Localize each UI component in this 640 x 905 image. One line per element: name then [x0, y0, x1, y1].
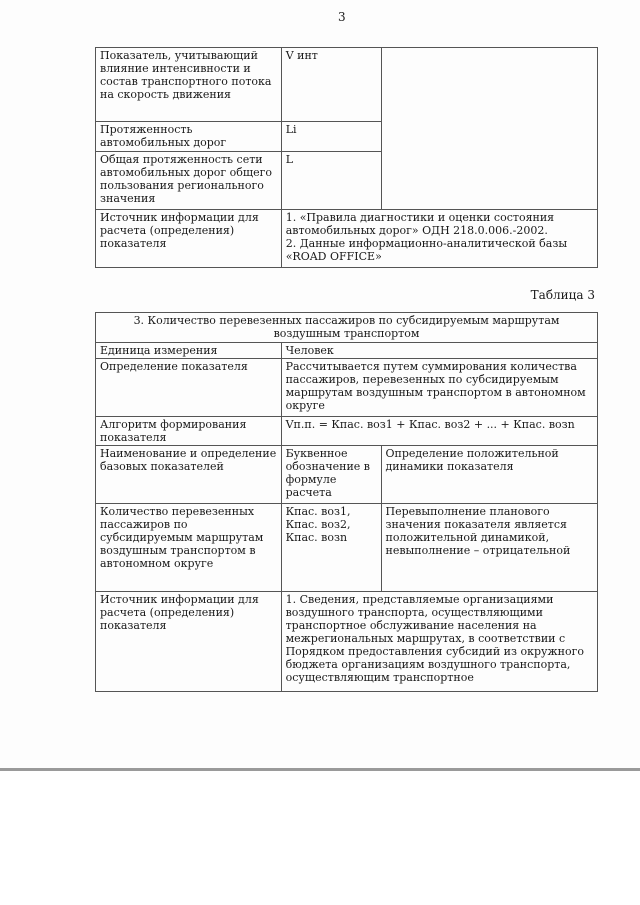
table-row: [96, 446, 598, 504]
table-row: [96, 417, 598, 446]
table-row: [96, 48, 598, 122]
table-cell: Определение положительной динамики показателя: [381, 446, 598, 504]
table-row: [96, 592, 598, 692]
table-cell: Общая протяженность сети автомобильных дорог общего пользования регионального значения: [96, 152, 282, 210]
table-cell: Определение показателя: [96, 359, 282, 417]
table-cell: Vп.п. = Кпас. воз1 + Кпас. воз2 + ... + Кпас. возn: [281, 417, 597, 446]
table-cell: Человек: [281, 343, 597, 359]
page-number: 3: [338, 10, 346, 24]
table-caption: Таблица 3: [530, 288, 595, 302]
indicator-table-3: [95, 312, 598, 692]
table-cell: Протяженность автомобильных дорог: [96, 122, 282, 152]
table-row: [96, 313, 598, 343]
table-cell: Показатель, учитывающий влияние интенсивности и состав транспортного потока на скорость движения: [96, 48, 282, 122]
table-cell: L: [281, 152, 381, 210]
table-row: [96, 359, 598, 417]
table-cell: Источник информации для расчета (определения) показателя: [96, 592, 282, 692]
table-cell: Буквенное обозначение в формуле расчета: [281, 446, 381, 504]
table-row: [96, 210, 598, 268]
table-cell: Перевыполнение планового значения показателя является положительной динамикой, невыполнение – отрицательной: [381, 504, 598, 592]
table-row: [96, 504, 598, 592]
table-cell: Алгоритм формирования показателя: [96, 417, 282, 446]
table-cell: Li: [281, 122, 381, 152]
table-cell: Количество перевезенных пассажиров по субсидируемым маршрутам воздушным транспортом в автономном округе: [96, 504, 282, 592]
table-cell: Наименование и определение базовых показателей: [96, 446, 282, 504]
table-row: [96, 343, 598, 359]
page-bottom-edge: [0, 768, 640, 771]
table-cell: V инт: [281, 48, 381, 122]
table-cell-empty: [381, 48, 597, 210]
table-cell: Единица измерения: [96, 343, 282, 359]
table-cell: Рассчитывается путем суммирования количества пассажиров, перевезенных по субсидируемым маршрутам воздушным транспортом в автономном округе: [281, 359, 597, 417]
table-cell: 1. Сведения, представляемые организациями воздушного транспорта, осуществляющими транспортное обслуживание населения на межрегиональных маршрутах, в соответствии с Порядком предоставления субсидий из окружного бюджета организациям воздушного транспорта, осуществляющим транспортное: [281, 592, 597, 692]
indicator-table-continued: [95, 47, 598, 268]
table-cell: Источник информации для расчета (определения) показателя: [96, 210, 282, 268]
table-cell: 1. «Правила диагностики и оценки состояния автомобильных дорог» ОДН 218.0.006.-2002. 2. Данные информационно-аналитической базы «ROAD OFFICE»: [281, 210, 597, 268]
table-cell: Кпас. воз1, Кпас. воз2, Кпас. возn: [281, 504, 381, 592]
table-title: 3. Количество перевезенных пассажиров по субсидируемым маршрутам воздушным транспортом: [96, 313, 598, 343]
